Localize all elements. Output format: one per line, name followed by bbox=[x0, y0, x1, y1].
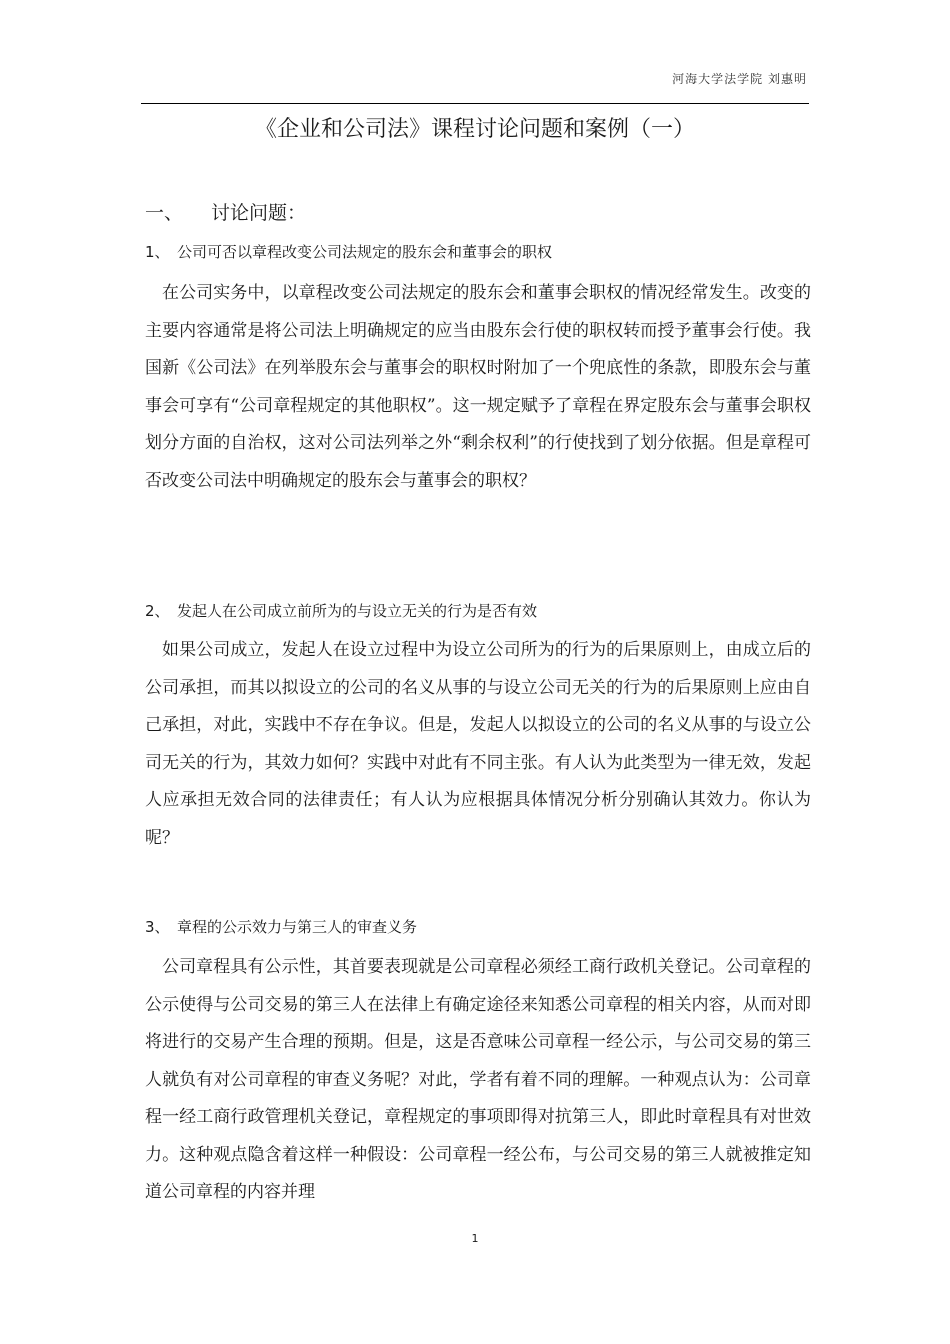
question-number: 1、 bbox=[145, 243, 170, 261]
section-heading bbox=[145, 198, 306, 228]
question-number: 3、 bbox=[145, 918, 170, 936]
question-heading bbox=[145, 240, 552, 264]
header-divider bbox=[141, 103, 809, 104]
question-title: 章程的公示效力与第三人的审查义务 bbox=[177, 918, 418, 936]
question-heading bbox=[145, 599, 537, 623]
question-body: 公司章程具有公示性，其首要表现就是公司章程必须经工商行政机关登记。公司章程的公示使得与公司交易的第三人在法律上有确定途径来知悉公司章程的相关内容，从而对即将进行的交易产生合理的预期。但是，这是否意味公司章程一经公示，与公司交易的第三人就负有对公司章程的审查义务呢？对此，学者有着不同的理解。一种观点认为：公司章程一经工商行政管理机关登记，章程规定的事项即得对抗第三人，即此时章程具有对世效力。这种观点隐含着这样一种假设：公司章程一经公布，与公司交易的第三人就被推定知道公司章程的内容并理 bbox=[145, 957, 811, 1202]
page-number: 1 bbox=[471, 1232, 479, 1245]
document-title: 《企业和公司法》课程讨论问题和案例（一） bbox=[254, 117, 695, 142]
section-label: 讨论问题： bbox=[211, 202, 307, 224]
section-number: 一、 bbox=[145, 202, 184, 224]
header-author-line: 河海大学法学院 刘惠明 bbox=[672, 72, 807, 86]
question-body: 如果公司成立，发起人在设立过程中为设立公司所为的行为的后果原则上，由成立后的公司承担，而其以拟设立的公司的名义从事的与设立公司无关的行为的后果原则上应由自己承担，对此，实践中不存在争议。但是，发起人以拟设立的公司的名义从事的与设立公司无关的行为，其效力如何？实践中对此有不同主张。有人认为此类型为一律无效，发起人应承担无效合同的法律责任；有人认为应根据具体情况分析分别确认其效力。你认为呢？ bbox=[145, 640, 811, 848]
question-heading bbox=[145, 915, 417, 939]
question-body: 在公司实务中，以章程改变公司法规定的股东会和董事会职权的情况经常发生。改变的主要内容通常是将公司法上明确规定的应当由股东会行使的职权转而授予董事会行使。我国新《公司法》在列举股东会与董事会的职权时附加了一个兜底性的条款，即股东会与董事会可享有“公司章程规定的其他职权”。这一规定赋予了章程在界定股东会与董事会职权划分方面的自治权，这对公司法列举之外“剩余权利”的行使找到了划分依据。但是章程可否改变公司法中明确规定的股东会与董事会的职权？ bbox=[145, 283, 811, 491]
question-title: 发起人在公司成立前所为的与设立无关的行为是否有效 bbox=[177, 602, 538, 620]
question-title: 公司可否以章程改变公司法规定的股东会和董事会的职权 bbox=[177, 243, 553, 261]
question-number: 2、 bbox=[145, 602, 170, 620]
